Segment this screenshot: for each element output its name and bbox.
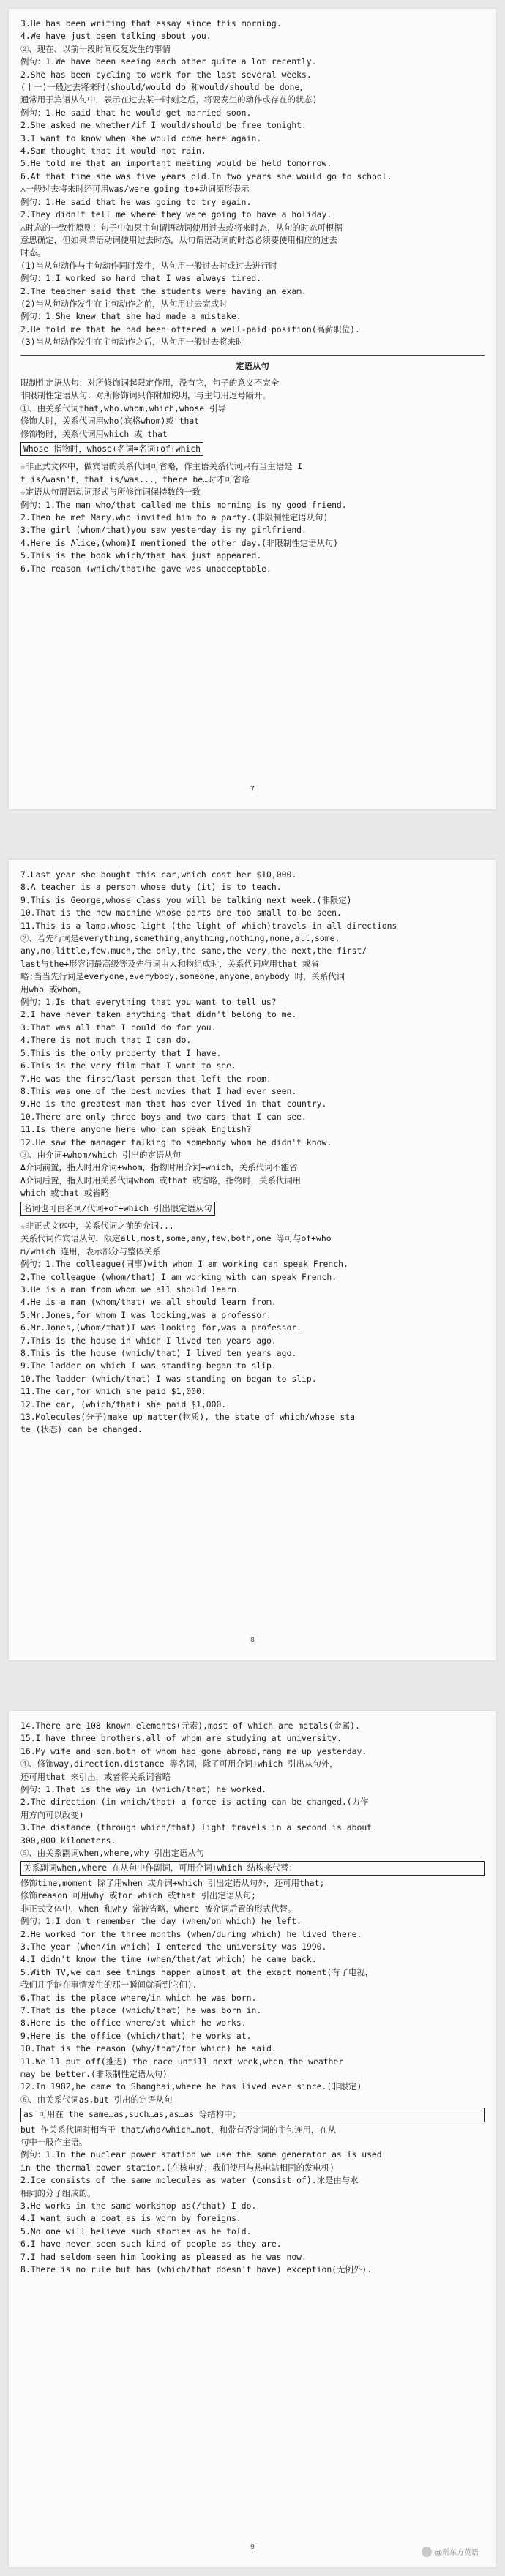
text-line: 2.They didn't tell me where they were going to have a holiday. [20, 209, 332, 220]
page-content [9, 9, 496, 575]
text-line: 意思确定，但如果谓语动词使用过去时态，从句谓语动词的时态必须要使用相应的过去 [20, 234, 337, 245]
text-line: 7.Last year she bought this car,which cost her $10,000. [20, 869, 297, 880]
text-line: 2.The teacher said that the students were having an exam. [20, 285, 307, 296]
text-line: (1)当从句动作与主句动作同时发生，从句用一般过去时或过去进行时 [20, 260, 277, 271]
watermark-text: @新东方英语 [435, 2549, 479, 2557]
text-line: ②、若先行词是everything,something,anything,nothing,none,all,some, [20, 933, 340, 944]
text-line: 4.I didn't know the time (when/that/at which) he came back. [20, 1954, 317, 1965]
text-line: 11.We'll put off(推迟) the race untill next week,when the weather [20, 2056, 344, 2067]
text-line: 12.In 1982,he came to Shanghai,where he has lived ever since.(非限定) [20, 2081, 362, 2092]
text-line: 3.The girl (whom/that)you saw yesterday is my girlfriend. [20, 525, 307, 536]
text-line: 3.He has been writing that essay since this morning. [20, 18, 282, 29]
text-line: 5.He told me that an important meeting would be held tomorrow. [20, 158, 332, 169]
text-line: 3.The year (when/in which) I entered the university was 1990. [20, 1941, 327, 1952]
text-line: 8.There is no rule but has (which/that doesn't have) exception(无例外). [20, 2264, 372, 2275]
text-line: last与the+形容词最高级等及先行词由人和物组成时，关系代词应用that 或省 [20, 958, 320, 969]
text-line: as 可用在 the same…as,such…as,as…as 等结构中； [20, 2108, 485, 2122]
text-line: 通常用于宾语从句中，表示在过去某一时刻之后，将要发生的动作或存在的状态) [20, 94, 318, 105]
page-number: 7 [250, 785, 255, 793]
text-line: ②、现在、以前一段时间反复发生的事情 [20, 43, 171, 54]
text-line: 8.A teacher is a person whose duty (it) is to teach. [20, 882, 282, 893]
text-line: 5.Mr.Jones,for whom I was looking,was a professor. [20, 1309, 272, 1320]
text-line: but 作关系代词时相当于 that/who/which…not，和带有否定词的主句连用，在从 [20, 2124, 337, 2135]
text-line: 4.Here is Alice,(whom)I mentioned the other day.(非限制性定语从句) [20, 537, 339, 548]
text-line: 用who 或whom。 [20, 984, 86, 995]
text-line: 例句：1.She knew that she had made a mistake. [20, 311, 242, 322]
text-line: 3.He is a man from whom we all should learn. [20, 1284, 242, 1295]
text-line: 例句：1.He said that he was going to try again. [20, 196, 252, 207]
text-line: 2.Then he met Mary,who invited him to a party.(非限制性定语从句) [20, 512, 329, 523]
text-line: 例句：1.He said that he would get married soon. [20, 107, 252, 118]
text-line: 16.My wife and son,both of whom had gone abroad,rang me up yesterday. [20, 1745, 367, 1756]
text-line: Whose 指物时，whose+名词=名词+of+which [20, 442, 203, 456]
text-line: 例句：1.The colleague(同事)with whom I am working can speak French. [20, 1259, 348, 1270]
text-line: 12.He saw the manager talking to somebody whom he didn't know. [20, 1137, 332, 1147]
text-line: 6.Mr.Jones,(whom/that)I was looking for,was a professor. [20, 1322, 302, 1333]
text-line: 限制性定语从句：对所修饰词起限定作用，没有它，句子的意义不完全 [20, 377, 280, 388]
text-line: 3.He works in the same workshop as(/that) I do. [20, 2201, 257, 2212]
text-line: ☆非正式文体中，关系代词之前的介词... [20, 1220, 174, 1231]
text-line: 用方向可以改变) [20, 1809, 84, 1820]
text-line: 2.The colleague (whom/that) I am working with can speak French. [20, 1271, 337, 1282]
text-line: in the thermal power station.(在核电站，我们使用与热电站相同的发电机) [20, 2162, 335, 2173]
text-line: ⑥、由关系代词as,but 引出的定语从句 [20, 2094, 173, 2105]
text-line: △一般过去将来时还可用was/were going to+动词原形表示 [20, 184, 250, 195]
text-line: 7.I had seldom seen him looking as pleased as he was now. [20, 2251, 307, 2262]
text-line: 10.There are only three boys and two cars that I can see. [20, 1111, 307, 1122]
text-line: 5.With TV,we can see things happen almost at the exact moment(有了电视， [20, 1966, 374, 1977]
text-line: 2.The direction (in which/that) a force is acting can be changed.(力作 [20, 1797, 369, 1808]
text-line: 9.He is the greatest man that has ever lived in that country. [20, 1098, 327, 1109]
page-number: 8 [250, 1636, 255, 1644]
text-line: 3.That was all that I could do for you. [20, 1022, 217, 1033]
text-line: 2.He worked for the three months (when/during which) he lived there. [20, 1928, 362, 1939]
text-line: 略;当当先行词是everyone,everybody,someone,anyone,anybody 时，关系代词 [20, 971, 345, 982]
text-line: 10.That is the new machine whose parts are too small to be seen. [20, 907, 342, 918]
text-line: 还可用that 来引出，或者将关系词省略 [20, 1771, 171, 1782]
section-divider [20, 355, 485, 356]
text-line: 9.Here is the office (which/that) he works at. [20, 2030, 252, 2041]
weibo-logo-icon [422, 2547, 432, 2557]
text-line: 6.At that time she was five years old.In two years she would go to school. [20, 171, 392, 181]
text-line: 5.This is the book which/that has just appeared. [20, 550, 262, 561]
text-line: m/which 连用，表示部分与整体关系 [20, 1246, 161, 1257]
text-line: 修饰物时，关系代词用which 或 that [20, 428, 168, 439]
text-line: 5.No one will believe such stories as he told. [20, 2225, 252, 2236]
text-line: may be better.(非限制性定语从句) [20, 2068, 168, 2079]
text-line: ③、由介词+whom/which 引出的定语从句 [20, 1149, 181, 1160]
text-line: 我们几乎能在事情发生的那一瞬间就看到它们). [20, 1980, 198, 1991]
text-line: 4.Sam thought that it would not rain. [20, 146, 206, 157]
text-line: 6.I have never seen such kind of people as they are. [20, 2239, 282, 2250]
text-line: 15.I have three brothers,all of whom are studying at university. [20, 1733, 342, 1744]
text-line: 12.The car, (which/that) she paid $1,000. [20, 1399, 227, 1409]
document-page-2 [9, 860, 496, 1660]
text-line: 关系副词when,where 在从句中作副词，可用介词+which 结构来代替； [20, 1861, 485, 1875]
text-line: 非限制性定语从句：对所修饰词只作附加说明，与主句用逗号隔开。 [20, 390, 271, 401]
text-line: 6.That is the place where/in which he was born. [20, 1992, 257, 2003]
text-line: (3)当从句动作发生在主句动作之后，从句用一般过去将来时 [20, 337, 244, 348]
text-line: 2.She has been cycling to work for the last several weeks. [20, 69, 312, 80]
text-line: ☆非正式文体中，做宾语的关系代词可省略，作主语关系代词只有当主语是 I [20, 461, 303, 472]
text-line: Δ介词后置，指人时用关系代词whom 或that 或省略，指物时，关系代词用 [20, 1175, 301, 1186]
text-line: 2.Ice consists of the same molecules as water (consist of).冰是由与水 [20, 2175, 359, 2186]
page-number: 9 [250, 2543, 255, 2551]
section-heading: 定语从句 [236, 360, 269, 371]
text-line: (十一)一般过去将来时(should/would do 和would/should be done， [20, 82, 308, 93]
text-line: 8.Here is the office where/at which he works. [20, 2018, 247, 2029]
watermark [422, 2546, 479, 2557]
document-page-1 [9, 9, 496, 809]
text-line: 9.This is George,whose class you will be talking next week.(非限定) [20, 894, 352, 905]
text-line: ☆定语从句谓语动词形式与所修饰词保持数的一致 [20, 487, 201, 498]
text-line: 2.I have never taken anything that didn't belong to me. [20, 1009, 297, 1020]
text-line: ⑤、由关系副词when,where,why 引出定语从句 [20, 1848, 204, 1859]
text-line: (2)当从句动作发生在主句动作之前，从句用过去完成时 [20, 298, 228, 309]
text-line: 3.I want to know when she would come here again. [20, 132, 262, 143]
text-line: Δ介词前置，指人时用介词+whom，指物时用介词+which，关系代词不能省 [20, 1162, 298, 1173]
document-page-3 [9, 1711, 496, 2567]
text-line: 8.This was one of the best movies that I had ever seen. [20, 1085, 297, 1096]
text-line: ①、由关系代词that,who,whom,which,whose 引导 [20, 402, 226, 413]
text-line: 10.The ladder (which/that) I was standing on began to slip. [20, 1373, 317, 1384]
text-line: 11.This is a lamp,whose light (the light of which)travels in all directions [20, 920, 397, 931]
text-line: 300,000 kilometers. [20, 1835, 116, 1846]
text-line: 13.Molecules(分子)make up matter(物质), the state of which/whose sta [20, 1412, 356, 1423]
text-line: 例句：1.I worked so hard that I was always tired. [20, 273, 262, 284]
text-line: 4.He is a man (whom/that) we all should learn from. [20, 1297, 277, 1308]
text-line: 5.This is the only property that I have. [20, 1047, 222, 1058]
text-line: 7.He was the first/last person that left the room. [20, 1073, 272, 1084]
text-line: which 或that 或省略 [20, 1188, 109, 1199]
text-line: 修饰time,moment 除了用when 或介词+which 引出定语从句外，还可用that; [20, 1877, 325, 1888]
text-line: 非正式文体中，when 和why 常被省略，where 被介词后置的形式代替。 [20, 1903, 296, 1914]
page-content [9, 1711, 496, 2276]
text-line: 例句：1.I don't remember the day (when/on which) he left. [20, 1916, 302, 1927]
text-line: 10.That is the reason (why/that/for which) he said. [20, 2043, 277, 2054]
text-line: 2.He told me that he had been offered a well-paid position(高薪职位). [20, 323, 360, 334]
page-content [9, 860, 496, 1437]
text-line: 14.There are 108 known elements(元素),most of which are metals(金属). [20, 1721, 360, 1731]
text-line: ④、修饰way,direction,distance 等名词，除了可用介词+which 引出从句外， [20, 1759, 338, 1770]
text-line: 6.The reason (which/that)he gave was unacceptable. [20, 563, 272, 574]
text-line: t is/wasn't，that is/was...，there be…时才可省略 [20, 473, 250, 484]
text-line: 2.She asked me whether/if I would/should be free tonight. [20, 120, 307, 131]
text-line: 例句：1.In the nuclear power station we use the same generator as is used [20, 2149, 382, 2160]
text-line: 11.The car,for which she paid $1,000. [20, 1386, 206, 1397]
text-line: 7.This is the house in which I lived ten years ago. [20, 1335, 277, 1346]
text-line: 修饰人时，关系代词用who(宾格whom)或 that [20, 416, 200, 427]
text-line: 修饰reason 可用why 或for which 或that 引出定语从句; [20, 1890, 256, 1901]
text-line: te (状态) can be changed. [20, 1424, 143, 1435]
text-line: 8.This is the house (which/that) I lived ten years ago. [20, 1348, 297, 1359]
text-line: 句中一般作主语。 [20, 2137, 88, 2147]
text-line: △时态的一致性原则：句子中如果主句谓语动词使用过去或将来时态，从句的时态可根据 [20, 222, 343, 233]
text-line: 例句：1.We have been seeing each other quite a lot recently. [20, 56, 317, 67]
text-line: 相同的分子组成的。 [20, 2187, 96, 2198]
text-line: 3.The distance (through which/that) light travels in a second is about [20, 1822, 373, 1833]
text-line: 11.Is there anyone here who can speak English? [20, 1124, 252, 1135]
text-line: 例句：1.Is that everything that you want to tell us? [20, 997, 277, 1008]
text-line: 例句：1.The man who/that called me this morning is my good friend. [20, 499, 347, 510]
text-line: 关系代词作宾语从句，限定all,most,some,any,few,both,one 等可与of+who [20, 1233, 332, 1244]
text-line: 例句：1.That is the way in (which/that) he worked. [20, 1784, 266, 1795]
text-line: 9.The ladder on which I was standing began to slip. [20, 1360, 277, 1371]
text-line: 7.That is the place (which/that) he was born in. [20, 2004, 262, 2015]
text-line: 时态。 [20, 247, 46, 258]
text-line: 6.This is the very film that I want to see. [20, 1060, 236, 1071]
text-line: 名词也可由名词/代词+of+which 引出限定语从句 [20, 1202, 215, 1216]
text-line: 4.I want such a coat as is worn by foreigns. [20, 2213, 242, 2224]
text-line: 4.There is not much that I can do. [20, 1035, 192, 1046]
text-line: any,no,little,few,much,the only,the same,the very,the next,the first/ [20, 946, 367, 956]
text-line: 4.We have just been talking about you. [20, 31, 212, 42]
